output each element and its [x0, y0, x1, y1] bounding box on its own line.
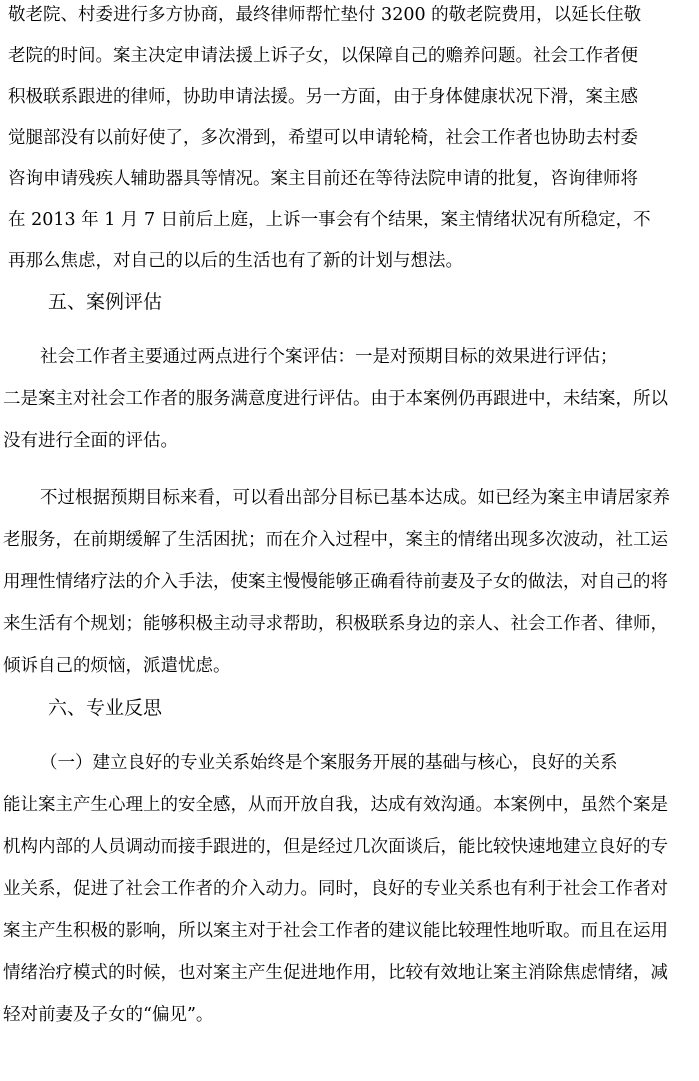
paragraph-4-line-5: 案主产生积极的影响，所以案主对于社会工作者的建议能比较理性地听取。而且在运用	[3, 921, 668, 941]
paragraph-2-line-3: 没有进行全面的评估。	[3, 431, 178, 451]
paragraph-1-line-5: 咨询申请残疾人辅助器具等情况。案主目前还在等待法院申请的批复，咨询律师将	[8, 169, 638, 189]
paragraph-1-line-7: 再那么焦虑，对自己的以后的生活也有了新的计划与想法。	[8, 251, 463, 271]
paragraph-2-line-1: 社会工作者主要通过两点进行个案评估：一是对预期目标的效果进行评估；	[40, 347, 618, 367]
paragraph-4-line-2: 能让案主产生心理上的安全感，从而开放自我，达成有效沟通。本案例中，虽然个案是	[3, 795, 668, 815]
paragraph-1-line-4: 觉腿部没有以前好使了，多次滑到，希望可以申请轮椅，社会工作者也协助去村委	[8, 128, 638, 148]
paragraph-4-line-6: 情绪治疗模式的时候，也对案主产生促进地作用，比较有效地让案主消除焦虑情绪，减	[3, 963, 668, 983]
paragraph-3-line-1: 不过根据预期目标来看，可以看出部分目标已基本达成。如已经为案主申请居家养	[40, 488, 670, 508]
paragraph-1-line-3: 积极联系跟进的律师，协助申请法援。另一方面，由于身体健康状况下滑，案主感	[8, 87, 638, 107]
paragraph-1-line-2: 老院的时间。案主决定申请法援上诉子女，以保障自己的赡养问题。社会工作者便	[8, 46, 638, 66]
paragraph-4-line-3: 机构内部的人员调动而接手跟进的，但是经过几次面谈后，能比较快速地建立良好的专	[3, 837, 668, 857]
paragraph-4-line-4: 业关系，促进了社会工作者的介入动力。同时，良好的专业关系也有利于社会工作者对	[3, 879, 668, 899]
paragraph-3-line-3: 用理性情绪疗法的介入手法，使案主慢慢能够正确看待前妻及子女的做法，对自己的将	[3, 572, 668, 592]
paragraph-3-line-2: 老服务，在前期缓解了生活困扰；而在介入过程中，案主的情绪出现多次波动，社工运	[3, 530, 668, 550]
section-6-heading: 六、专业反思	[48, 697, 163, 719]
paragraph-4-line-1: （一）建立良好的专业关系始终是个案服务开展的基础与核心，良好的关系	[40, 753, 618, 773]
paragraph-3-line-5: 倾诉自己的烦恼，派遣忧虑。	[3, 656, 231, 676]
section-5-heading: 五、案例评估	[48, 291, 163, 313]
paragraph-1-line-1: 敬老院、村委进行多方协商，最终律师帮忙垫付 3200 的敬老院费用，以延长住敬	[8, 5, 642, 25]
paragraph-4-line-7: 轻对前妻及子女的“偏见”。	[3, 1005, 214, 1025]
paragraph-2-line-2: 二是案主对社会工作者的服务满意度进行评估。由于本案例仍再跟进中，未结案，所以	[3, 389, 668, 409]
paragraph-1-line-6: 在 2013 年 1 月 7 日前后上庭，上诉一事会有个结果，案主情绪状况有所稳定，不	[8, 210, 651, 230]
paragraph-3-line-4: 来生活有个规划；能够积极主动寻求帮助，积极联系身边的亲人、社会工作者、律师，	[3, 614, 668, 634]
